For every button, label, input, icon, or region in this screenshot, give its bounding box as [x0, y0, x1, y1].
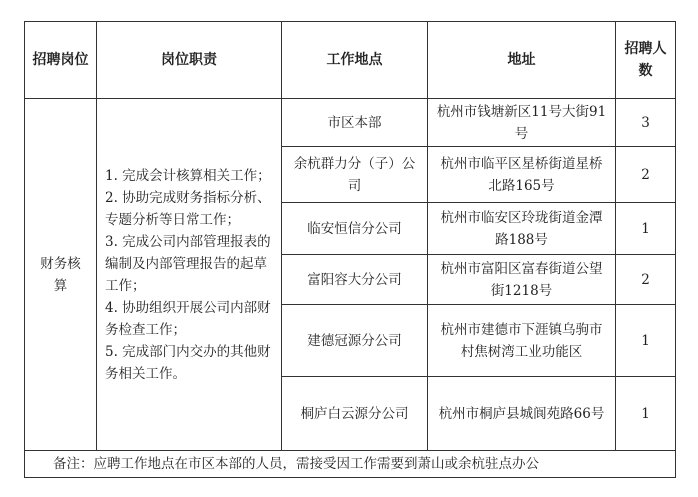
location-cell: 建德冠源分公司 [282, 305, 428, 377]
header-row [25, 22, 676, 99]
location-cell: 余杭群力分（子）公司 [282, 147, 428, 203]
table-row [25, 99, 676, 147]
header-address: 地址 [428, 22, 616, 99]
location-cell: 桐庐白云源分公司 [282, 377, 428, 451]
count-cell: 2 [616, 147, 676, 203]
duty-item: 1. 完成会计核算相关工作； [105, 167, 271, 184]
position-name-cell [25, 99, 97, 451]
duties-cell [97, 99, 282, 451]
header-position: 招聘岗位 [25, 22, 97, 99]
count-cell: 1 [616, 305, 676, 377]
address-cell: 杭州市富阳区富春街道公望街1218号 [428, 255, 616, 305]
header-count: 招聘人数 [616, 22, 676, 99]
header-location: 工作地点 [282, 22, 428, 99]
duty-item: 4. 协助组织开展公司内部财务检查工作； [105, 299, 271, 338]
duty-item: 2. 协助完成财务指标分析、专题分析等日常工作； [105, 189, 271, 228]
position-name: 财务核算 [40, 255, 81, 294]
address-cell: 杭州市桐庐县城阆苑路66号 [428, 377, 616, 451]
duty-item: 3. 完成公司内部管理报表的编制及内部管理报告的起草工作； [105, 233, 271, 294]
address-cell: 杭州市钱塘新区11号大街91号 [428, 99, 616, 147]
address-cell: 杭州市临平区星桥街道星桥北路165号 [428, 147, 616, 203]
header-duties: 岗位职责 [97, 22, 282, 99]
address-cell: 杭州市建德市下涯镇乌驹市村焦树湾工业功能区 [428, 305, 616, 377]
note-row [25, 451, 676, 478]
note-text: 备注：应聘工作地点在市区本部的人员，需接受因工作需要到萧山或余杭驻点办公 [25, 451, 676, 478]
duty-item: 5. 完成部门内交办的其他财务相关工作。 [105, 343, 271, 382]
count-cell: 1 [616, 203, 676, 255]
recruitment-table [24, 21, 676, 478]
address-cell: 杭州市临安区玲珑街道金潭路188号 [428, 203, 616, 255]
count-cell: 3 [616, 99, 676, 147]
location-cell: 市区本部 [282, 99, 428, 147]
count-cell: 2 [616, 255, 676, 305]
count-cell: 1 [616, 377, 676, 451]
location-cell: 临安恒信分公司 [282, 203, 428, 255]
location-cell: 富阳容大分公司 [282, 255, 428, 305]
